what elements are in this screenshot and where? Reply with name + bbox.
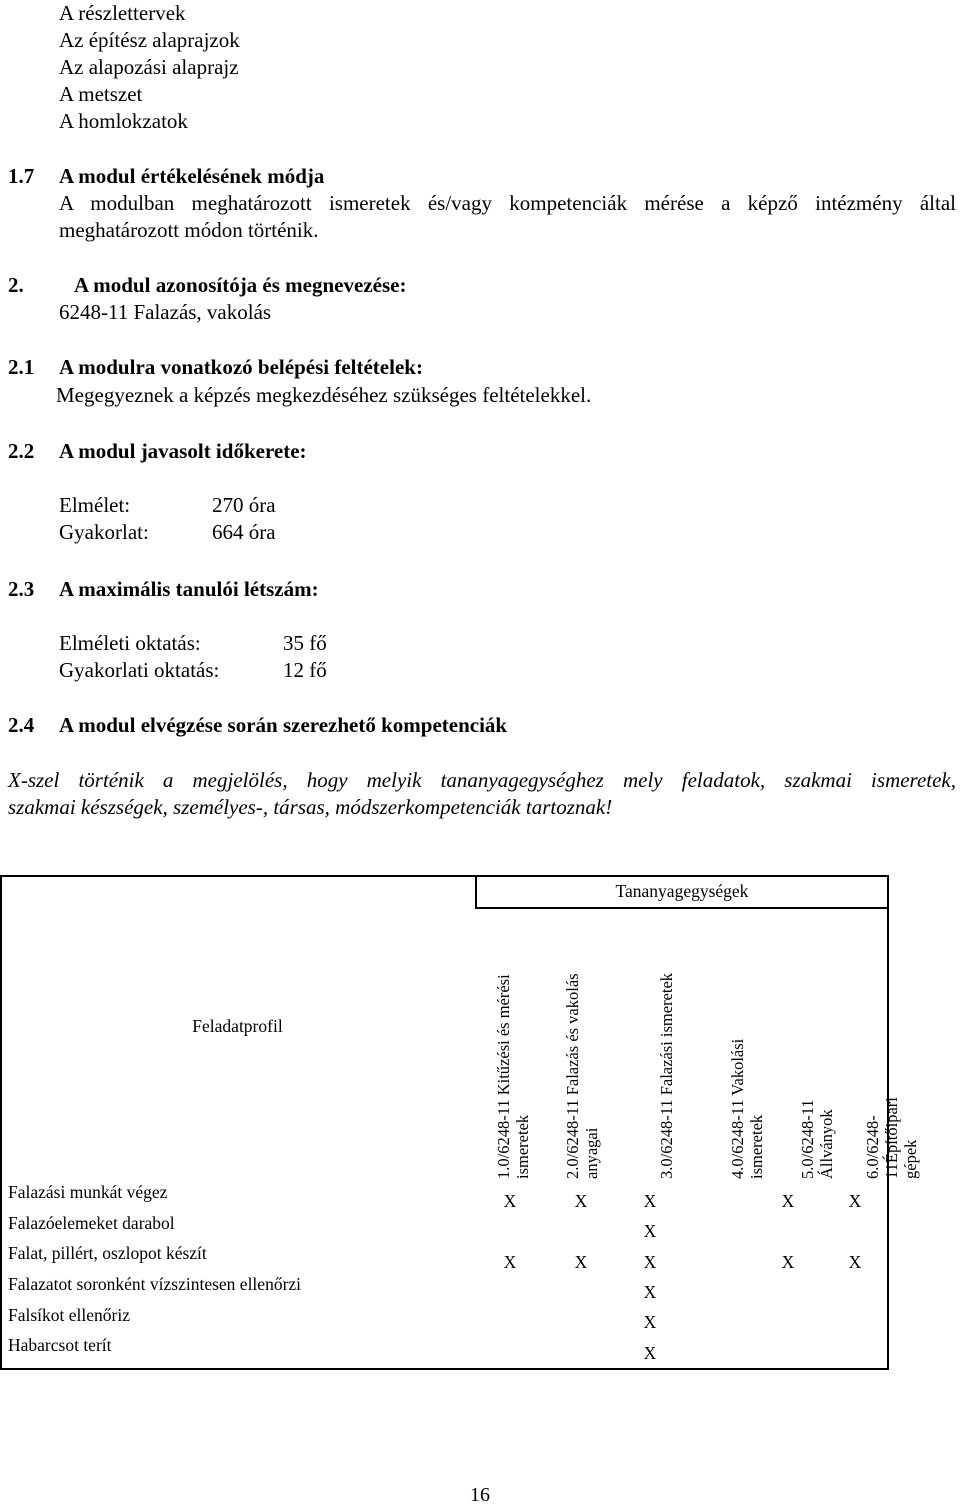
headcount-value: 35 fő — [283, 631, 327, 655]
timeframe-label: Elmélet: — [59, 493, 131, 517]
timeframe-label: Gyakorlat: — [59, 520, 149, 544]
x-mark: X — [643, 1191, 657, 1211]
x-mark: X — [643, 1221, 657, 1241]
table-border — [475, 907, 889, 909]
section-heading: A modul elvégzése során szerezhető kompetenciák — [59, 713, 508, 737]
x-mark: X — [848, 1252, 862, 1272]
headcount-value: 12 fő — [283, 658, 327, 682]
x-mark: X — [781, 1252, 795, 1272]
x-mark: X — [574, 1191, 588, 1211]
x-mark: X — [781, 1191, 795, 1211]
section-body: Megegyeznek a képzés megkezdéséhez szükséges feltételekkel. — [56, 383, 592, 407]
section-heading: A modul javasolt időkerete: — [59, 439, 307, 463]
drawings-item: A metszet — [59, 82, 143, 106]
x-mark: X — [503, 1191, 517, 1211]
x-mark: X — [848, 1191, 862, 1211]
column-header: 4.0/6248-11 Vakolási ismeretek — [728, 1038, 766, 1179]
table-border — [0, 875, 889, 877]
drawings-item: Az építész alaprajzok — [59, 28, 240, 52]
task-label: Falat, pillért, oszlopot készít — [8, 1243, 207, 1263]
drawings-item: A homlokzatok — [59, 109, 188, 133]
drawings-item: Az alapozási alaprajz — [59, 55, 239, 79]
table-border — [0, 1368, 889, 1370]
section-number: 2. — [8, 273, 24, 297]
x-mark: X — [643, 1252, 657, 1272]
section-heading: A modul azonosítója és megnevezése: — [74, 273, 407, 297]
timeframe-value: 270 óra — [212, 493, 276, 517]
task-label: Falsíkot ellenőriz — [8, 1305, 130, 1325]
column-header: 1.0/6248-11 Kitűzési és mérési ismeretek — [494, 974, 532, 1179]
column-header: 3.0/6248-11 Falazási ismeretek — [657, 972, 676, 1179]
headcount-label: Elméleti oktatás: — [59, 631, 201, 655]
instruction-note: X-szel történik a megjelölés, hogy melyik tananyagegységhez mely feladatok, szakmai ismeretek, — [8, 768, 956, 792]
column-header: 5.0/6248-11 Állványok — [798, 1099, 836, 1179]
section-number: 2.4 — [8, 713, 35, 737]
table-border — [0, 875, 2, 1370]
instruction-note: szakmai készségek, személyes-, társas, módszerkompetenciák tartoznak! — [8, 795, 613, 819]
row-header: Feladatprofil — [192, 1016, 283, 1036]
task-label: Falazási munkát végez — [8, 1182, 168, 1202]
page-number: 16 — [470, 1484, 490, 1506]
x-mark: X — [643, 1343, 657, 1363]
competency-table — [0, 875, 920, 1370]
section-number: 1.7 — [8, 164, 35, 188]
timeframe-value: 664 óra — [212, 520, 276, 544]
column-header: 2.0/6248-11 Falazás és vakolás anyagai — [563, 973, 601, 1179]
group-header: Tananyagegységek — [615, 881, 749, 901]
task-label: Falazatot soronként vízszintesen ellenőrzi — [8, 1274, 302, 1294]
section-body: meghatározott módon történik. — [59, 218, 319, 242]
section-number: 2.1 — [8, 355, 35, 379]
column-header: 6.0/6248-11Építőipari gépek — [863, 1097, 920, 1179]
x-mark: X — [574, 1252, 588, 1272]
task-label: Habarcsot terít — [8, 1335, 112, 1355]
section-body: A modulban meghatározott ismeretek és/vagy kompetenciák mérése a képző intézmény által — [59, 191, 956, 215]
section-heading: A maximális tanulói létszám: — [59, 577, 319, 601]
section-heading: A modulra vonatkozó belépési feltételek: — [59, 355, 423, 379]
drawings-item: A részlettervek — [59, 1, 186, 25]
section-number: 2.3 — [8, 577, 35, 601]
task-label: Falazóelemeket darabol — [8, 1213, 175, 1233]
x-mark: X — [643, 1312, 657, 1332]
x-mark: X — [643, 1282, 657, 1302]
headcount-label: Gyakorlati oktatás: — [59, 658, 220, 682]
section-number: 2.2 — [8, 439, 35, 463]
x-mark: X — [503, 1252, 517, 1272]
module-name: 6248-11 Falazás, vakolás — [59, 300, 272, 324]
section-heading: A modul értékelésének módja — [59, 164, 325, 188]
